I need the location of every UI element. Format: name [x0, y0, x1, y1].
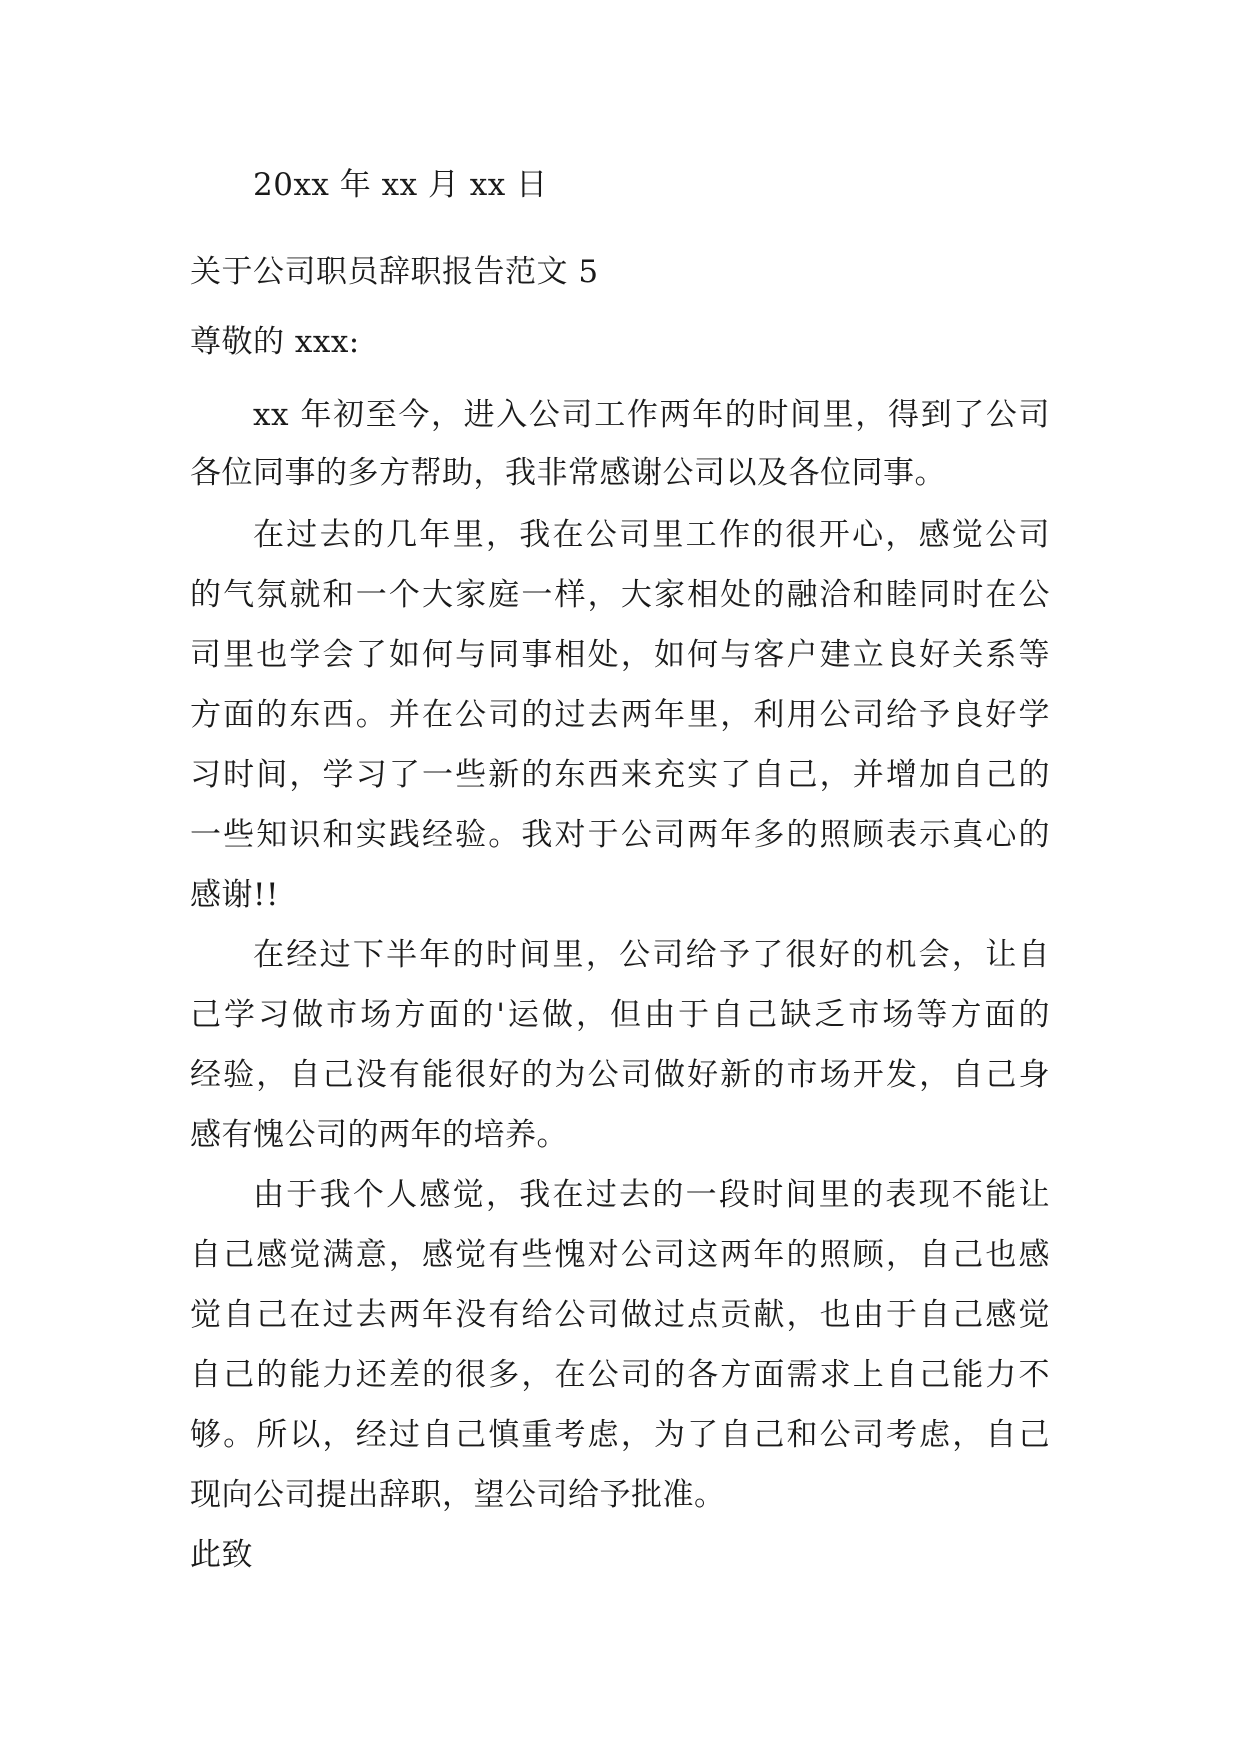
- paragraph-2-line-6: 一些知识和实践经验。我对于公司两年多的照顾表示真心的: [190, 817, 1050, 853]
- paragraph-3-line-1: 在经过下半年的时间里，公司给予了很好的机会，让自: [253, 937, 1050, 973]
- document-title: 关于公司职员辞职报告范文 5: [190, 254, 599, 290]
- paragraph-2-line-7: 感谢!!: [190, 877, 279, 913]
- paragraph-2-line-4: 方面的东西。并在公司的过去两年里，利用公司给予良好学: [190, 697, 1050, 733]
- paragraph-1-line-2: 各位同事的多方帮助，我非常感谢公司以及各位同事。: [190, 455, 946, 491]
- date-line: 20xx 年 xx 月 xx 日: [253, 167, 548, 203]
- paragraph-4-line-4: 自己的能力还差的很多，在公司的各方面需求上自己能力不: [190, 1357, 1050, 1393]
- paragraph-4-line-5: 够。所以，经过自己慎重考虑，为了自己和公司考虑，自己: [190, 1417, 1050, 1453]
- paragraph-3-line-2: 己学习做市场方面的'运做，但由于自己缺乏市场等方面的: [190, 997, 1050, 1033]
- paragraph-4-line-6: 现向公司提出辞职，望公司给予批准。: [190, 1477, 726, 1513]
- paragraph-4-line-3: 觉自己在过去两年没有给公司做过点贡献，也由于自己感觉: [190, 1297, 1050, 1333]
- paragraph-1-line-1: xx 年初至今，进入公司工作两年的时间里，得到了公司: [253, 397, 1050, 433]
- paragraph-3-line-3: 经验，自己没有能很好的为公司做好新的市场开发，自己身: [190, 1057, 1050, 1093]
- paragraph-4-line-1: 由于我个人感觉，我在过去的一段时间里的表现不能让: [253, 1177, 1050, 1213]
- paragraph-2-line-2: 的气氛就和一个大家庭一样，大家相处的融洽和睦同时在公: [190, 577, 1050, 613]
- paragraph-4-line-2: 自己感觉满意，感觉有些愧对公司这两年的照顾，自己也感: [190, 1237, 1050, 1273]
- paragraph-2-line-3: 司里也学会了如何与同事相处，如何与客户建立良好关系等: [190, 637, 1050, 673]
- closing: 此致: [190, 1537, 253, 1573]
- salutation: 尊敬的 xxx:: [190, 324, 360, 360]
- paragraph-2-line-5: 习时间，学习了一些新的东西来充实了自己，并增加自己的: [190, 757, 1050, 793]
- paragraph-2-line-1: 在过去的几年里，我在公司里工作的很开心，感觉公司: [253, 517, 1050, 553]
- paragraph-3-line-4: 感有愧公司的两年的培养。: [190, 1117, 568, 1153]
